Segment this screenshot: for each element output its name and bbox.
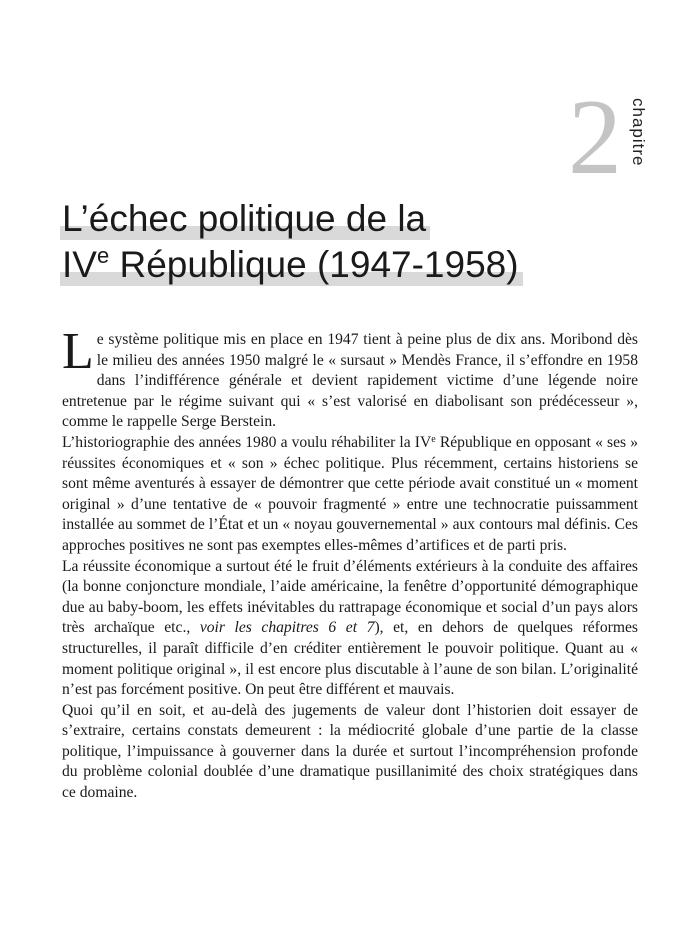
paragraph-1-text: e système politique mis en place en 1947 tient à peine plus de dix ans. Moribond dès le milieu des années 1950 malgré le « sursaut » Mendès France, il s’effondre en 1958 dans l’indifférence générale et devient rapidement victime d’une légende noire entretenue par le régime suivant qui « s’est valorisé en diabolisant son prédécesseur », comme le rappelle Serge Berstein.: [62, 331, 638, 431]
paragraph-4: [62, 701, 638, 804]
drop-cap: L: [62, 323, 94, 380]
title-line-2-text: [62, 244, 519, 285]
paragraph-1: [62, 323, 638, 433]
paragraph-4-text: Quoi qu’il en soit, et au-delà des jugements de valeur dont l’historien doit essayer de s’extraire, certains constats demeurent : la médiocrité globale d’une partie de la classe politique, l’impuissance à gouverner dans la durée et surtout l’incompréhension profonde du problème colonial doublée d’une dramatique pusillanimité des choix stratégiques dans ce domaine.: [62, 701, 638, 802]
title-line-2: [62, 242, 519, 288]
title-line-2-rest: République (1947-1958): [109, 244, 519, 285]
paragraph-3-text-b: ), et, en dehors de quelques réformes structurelles, il paraît difficile d’en créditer entièrement le pouvoir politique. Quant au « moment politique original », il est encore plus discutable à l’aune de son bilan. L’originalité n’est pas forcément positive. On peut être différent et mauvais.: [62, 619, 638, 699]
paragraph-3-text-a: La réussite économique a surtout été le fruit d’éléments extérieurs à la conduite des affaires (la bonne conjoncture mondiale, l’aide américaine, la fenêtre d’opportunité démographique due au baby-boom, les effets inévitables du rattrapage économique et social d’un pays alors très archaïque etc.,: [62, 557, 638, 637]
chapter-label: chapitre: [629, 98, 648, 167]
body-text: [62, 323, 638, 804]
paragraph-3: [62, 557, 638, 701]
chapter-number: 2: [568, 78, 622, 197]
paragraph-3-cross-reference: voir les chapitres 6 et 7: [199, 619, 375, 637]
chapter-marker: [552, 78, 648, 197]
title-roman-numeral: IV: [62, 244, 97, 285]
title-line-1-text: L’échec politique de la: [62, 198, 427, 239]
paragraph-2-superscript: e: [431, 433, 436, 445]
title-line-1: [62, 196, 426, 242]
chapter-title: [62, 196, 642, 288]
title-superscript: e: [96, 243, 110, 268]
paragraph-2-text-a: L’historiographie des années 1980 a voulu réhabiliter la IV: [62, 433, 432, 451]
paragraph-2-text-b: République en opposant « ses » réussites économiques et « son » échec politique. Plus récemment, certains historiens se sont même aventurés à essayer de démontrer que cette période avait constitué un « moment original » d’une tentative de « pouvoir fragmenté » entre une technocratie puissamment installée au sommet de l’État et un « noyau gouvernemental » aux contours mal définis. Ces approches positives ne sont pas exemptes elles-mêmes d’artifices et de parti pris.: [62, 433, 638, 554]
paragraph-2: [62, 433, 638, 557]
